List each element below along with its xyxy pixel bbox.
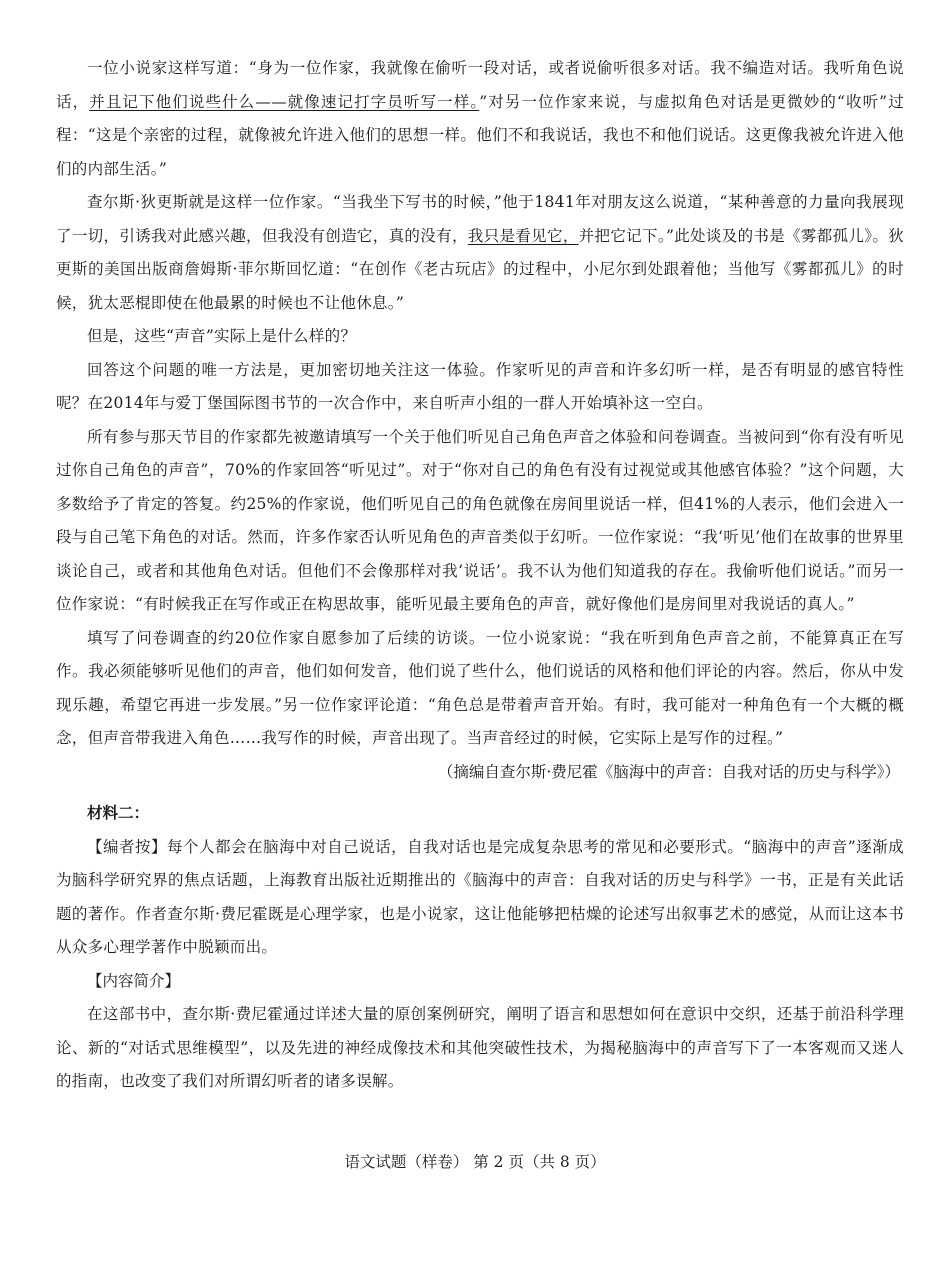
source-citation: （摘编自查尔斯·费尼霍《脑海中的声音：自我对话的历史与科学》）	[437, 762, 900, 781]
paragraph-4: 回答这个问题的唯一方法是，更加密切地关注这一体验。作家听见的声音和许多幻听一样，是否有明显的感官特性呢？在2014年与爱丁堡国际图书节的一次合作中，来自听声小组的一群人开始填补这一空白。	[56, 360, 904, 412]
editor-note: 【编者按】每个人都会在脑海中对自己说话，自我对话也是完成复杂思考的常见和必要形式。“脑海中的声音”逐渐成为脑科学研究界的焦点话题，上海教育出版社近期推出的《脑海中的声音：自我对话的历史与科学》一书，正是有关此话题的著作。作者查尔斯·费尼霍既是心理学家，也是小说家，这让他能够把枯燥的论述写出叙事艺术的感觉，从而让这本书从众多心理学著作中脱颖而出。	[56, 837, 904, 956]
paragraph-2: 查尔斯·狄更斯就是这样一位作家。“当我坐下写书的时候，”他于1841年对朋友这么说道，“某种善意的力量向我展现了一切，引诱我对此感兴趣，但我没有创造它，真的没有，我只是看见它，并把它记下。”此处谈及的书是《雾都孤儿》。狄更斯的美国出版商詹姆斯·菲尔斯回忆道：“在创作《老古玩店》的过程中，小尼尔到处跟着他；当他写《雾都孤儿》的时候，犹太恶棍即使在他最累的时候也不让他休息。”	[56, 193, 904, 312]
page-footer: 语文试题（样卷） 第 2 页（共 8 页）	[344, 1153, 606, 1171]
paragraph-1: 一位小说家这样写道：“身为一位作家，我就像在偷听一段对话，或者说偷听很多对话。我不编造对话。我听角色说话，并且记下他们说些什么——就像速记打字员听写一样。”对另一位作家来说，与虚拟角色对话是更微妙的“收听”过程：“这是个亲密的过程，就像被允许进入他们的思想一样。他们不和我说话，我也不和他们说话。这更像我被允许进入他们的内部生活。”	[56, 59, 905, 178]
underlined-sentence-2: 我只是看见它，	[467, 226, 579, 245]
underlined-sentence-1: 并且记下他们说些什么——就像速记打字员听写一样。	[89, 92, 480, 111]
material2-heading: 材料二：	[87, 804, 150, 822]
paragraph-6: 填写了问卷调查的约20位作家自愿参加了后续的访谈。一位小说家说：“我在听到角色声音之前，不能算真正在写作。我必须能够听见他们的声音，他们如何发音，他们说了些什么，他们说话的风格和他们评论的内容。然后，你从中发现乐趣，希望它再进一步发展。”另一位作家评论道：“角色总是带着声音开始。有时，我可能对一种角色有一个大概的概念，但声音带我进入角色……我写作的时候，声音出现了。当声音经过的时候，它实际上是写作的过程。”	[56, 628, 904, 747]
content-intro: 在这部书中，查尔斯·费尼霍通过详述大量的原创案例研究，阐明了语言和思想如何在意识中交织，还基于前沿科学理论、新的“对话式思维模型”，以及先进的神经成像技术和其他突破性技术，为揭秘脑海中的声音写下了一本客观而又迷人的指南，也改变了我们对所谓幻听者的诸多误解。	[56, 1005, 904, 1090]
paragraph-5: 所有参与那天节目的作家都先被邀请填写一个关于他们听见自己角色声音之体验和问卷调查。当被问到“你有没有听见过你自己角色的声音”，70%的作家回答“听见过”。对于“你对自己的角色有没有过视觉或其他感官体验？”这个问题，大多数给予了肯定的答复。约25%的作家说，他们听见自己的角色就像在房间里说话一样，但41%的人表示，他们会进入一段与自己笔下角色的对话。然而，许多作家否认听见角色的声音类似于幻听。一位作家说：“我‘听见’他们在故事的世界里谈论自己，或者和其他角色对话。但他们不会像那样对我‘说话’。我不认为他们知道我的存在。我偷听他们说话。”而另一位作家说：“有时候我正在写作或正在构思故事，能听见最主要角色的声音，就好像他们是房间里对我说话的真人。”	[56, 427, 904, 613]
paragraph-3: 但是，这些“声音”实际上是什么样的？	[87, 327, 357, 345]
content-intro-heading: 【内容简介】	[87, 971, 181, 990]
